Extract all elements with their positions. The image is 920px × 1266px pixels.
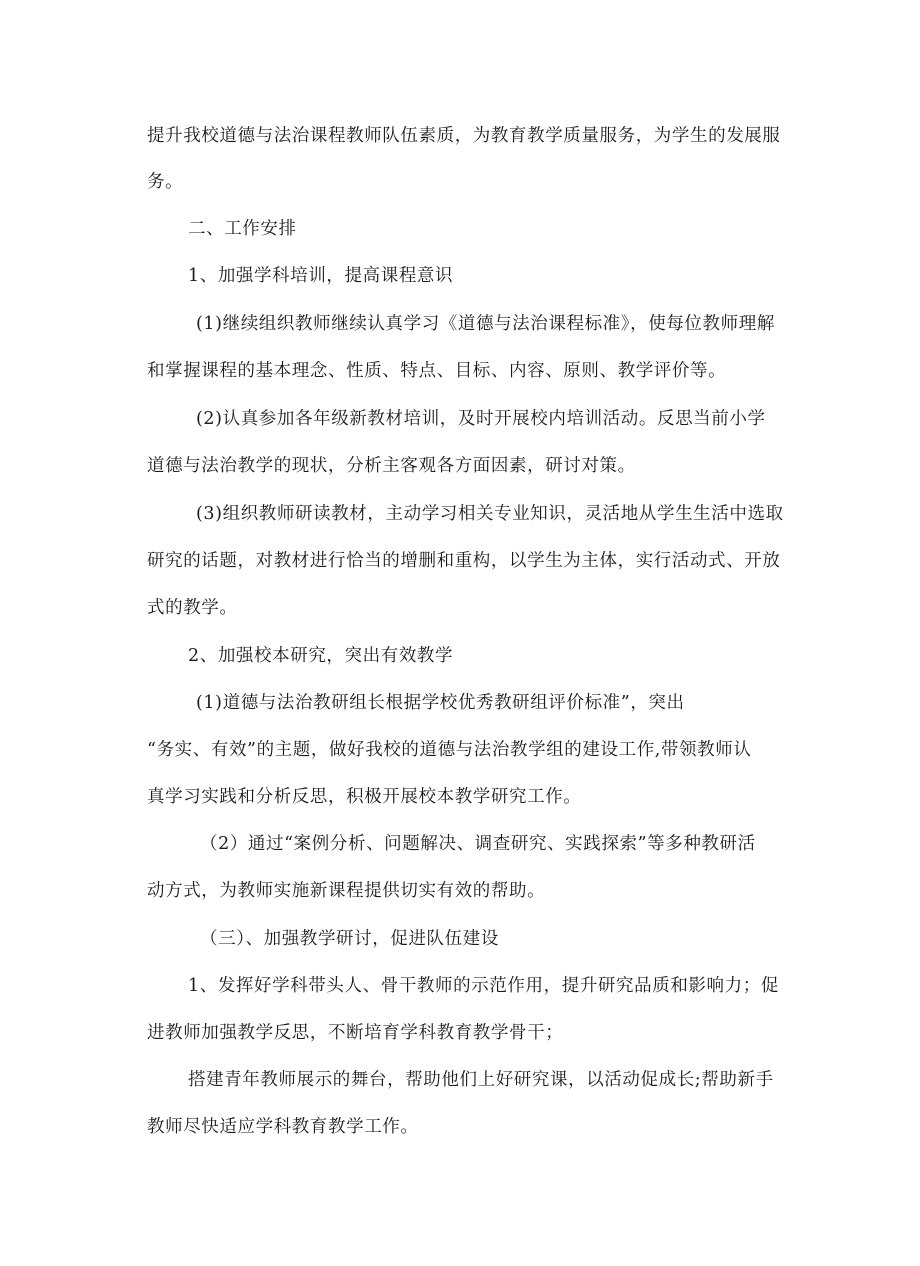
paragraph-line: 道德与法治教学的现状，分析主客观各方面因素，研讨对策。: [147, 456, 636, 476]
paragraph-line: 真学习实践和分析反思，积极开展校本教学研究工作。: [147, 787, 582, 807]
paragraph-line: (1)继续组织教师继续认真学习《道德与法治课程标准》，使每位教师理解: [196, 314, 775, 334]
paragraph-line: 和掌握课程的基本理念、性质、特点、目标、内容、原则、教学评价等。: [147, 361, 727, 381]
paragraph-line: 教师尽快适应学科教育教学工作。: [147, 1117, 419, 1137]
paragraph-line: （2）通过“案例分析、问题解决、调查研究、实践探索”等多种教研活: [200, 834, 756, 854]
paragraph-line: 提升我校道德与法治课程教师队伍素质，为教育教学质量服务，为学生的发展服: [147, 126, 781, 146]
paragraph-line: “务实、有效”的主题，做好我校的道德与法治教学组的建设工作,带领教师认: [147, 740, 752, 760]
paragraph-line: (1)道德与法治教研组长根据学校优秀教研组评价标准”，突出: [196, 693, 685, 713]
paragraph-line: 动方式，为教师实施新课程提供切实有效的帮助。: [147, 881, 546, 901]
paragraph-line: 搭建青年教师展示的舞台，帮助他们上好研究课，以活动促成长;帮助新手: [188, 1070, 774, 1090]
subsection-heading: 1、加强学科培训，提高课程意识: [188, 266, 454, 286]
section-heading: 二、工作安排: [188, 219, 297, 239]
paragraph-line: (2)认真参加各年级新教材培训，及时开展校内培训活动。反思当前小学: [196, 409, 766, 429]
paragraph-line: 式的教学。: [147, 598, 238, 618]
paragraph-line: 进教师加强教学反思，不断培育学科教育教学骨干；: [147, 1023, 564, 1043]
paragraph-line: 1、发挥好学科带头人、骨干教师的示范作用，提升研究品质和影响力；促: [188, 976, 779, 996]
paragraph-line: 研究的话题，对教材进行恰当的增删和重构，以学生为主体，实行活动式、开放: [147, 551, 781, 571]
section-heading: （三）、加强教学研讨，促进队伍建设: [200, 929, 499, 949]
subsection-heading: 2、加强校本研究，突出有效教学: [188, 646, 454, 666]
paragraph-line: 务。: [147, 172, 184, 192]
paragraph-line: (3)组织教师研读教材，主动学习相关专业知识，灵活地从学生生活中选取: [196, 504, 784, 524]
